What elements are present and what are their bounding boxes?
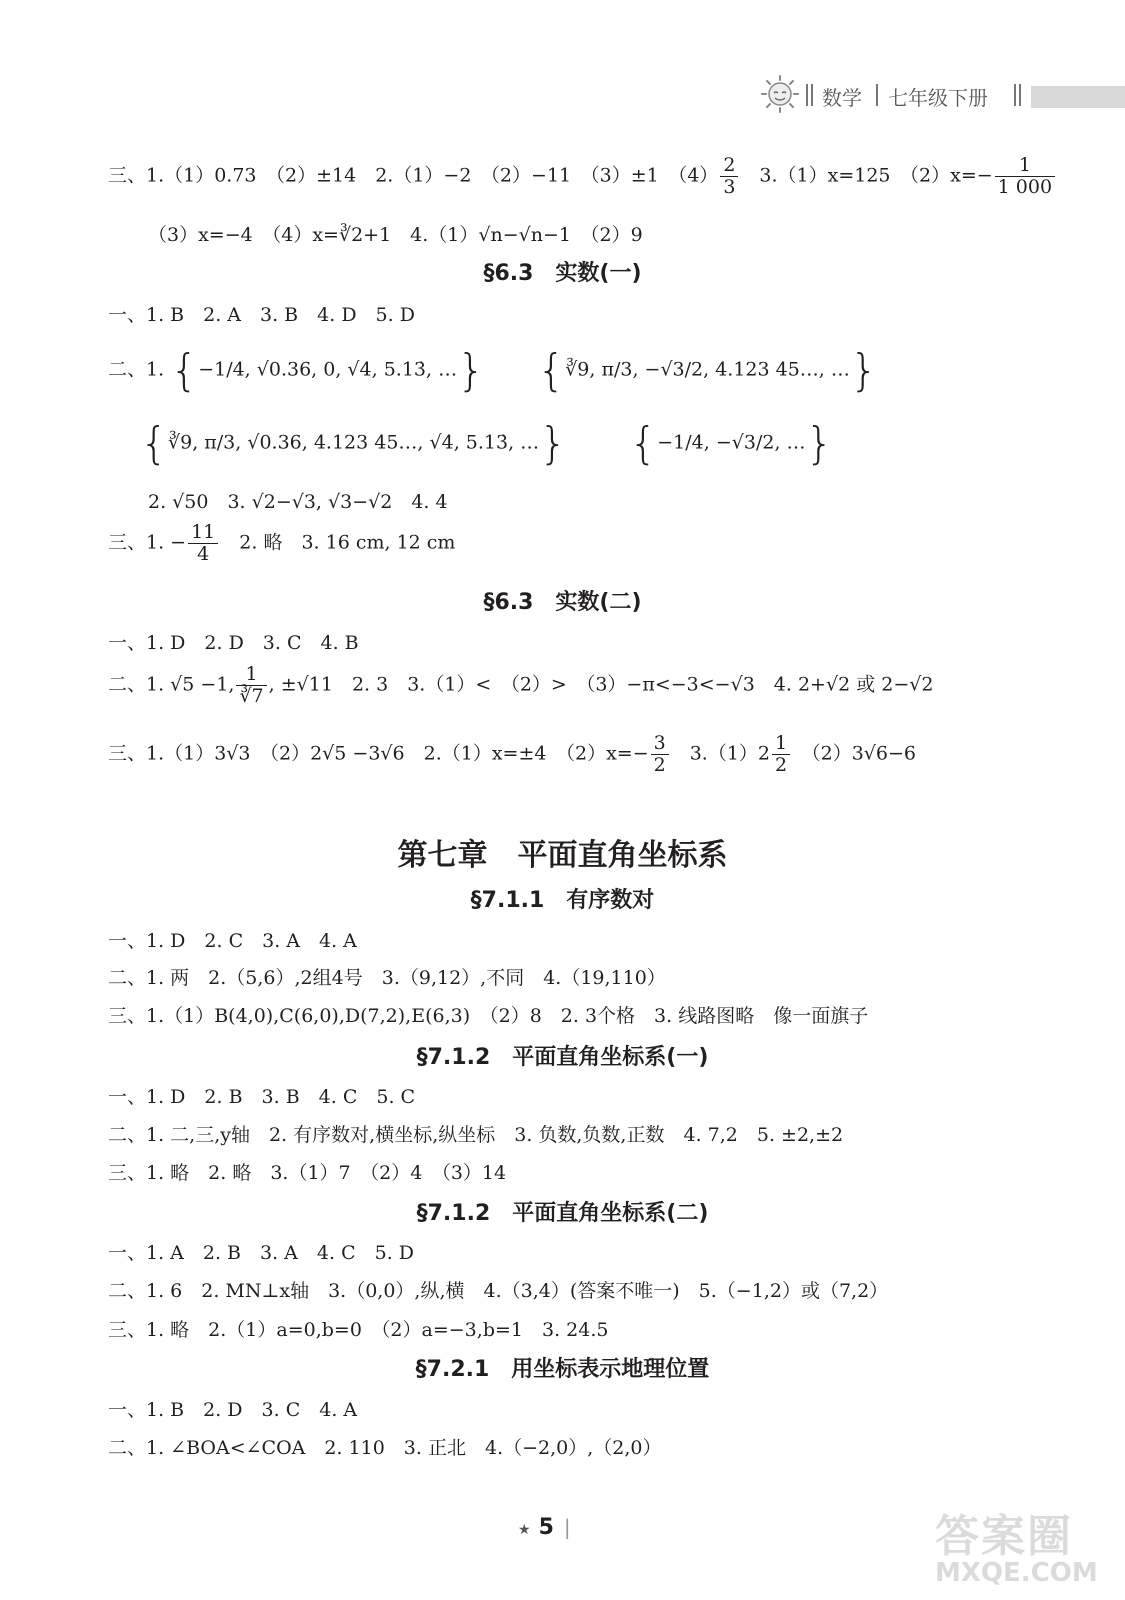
sun-mascot-icon xyxy=(760,74,800,114)
answer-line: 二、1. 6 2. MN⊥x轴 3.（0,0）,纵,横 4.（3,4）(答案不唯一) 5.（−1,2）或（7,2） xyxy=(108,1280,889,1302)
section-title: §7.2.1 用坐标表示地理位置 xyxy=(415,1357,710,1382)
answer-line: 一、1. D 2. B 3. B 4. C 5. C xyxy=(108,1086,416,1108)
answer-line: 二、1. 二,三,y轴 2. 有序数对,横坐标,纵坐标 3. 负数,负数,正数 4. 7,2 5. ±2,±2 xyxy=(108,1124,844,1146)
section-title: §6.3 实数(一) xyxy=(483,261,642,286)
answer-line: 二、1. √5 −1, $\frac{1}{∛7}$ , ±√11 2. 3 3.（1）< （2）> （3）−π<−3<−√3 4. 2+√2 或 2−√2 xyxy=(108,663,934,707)
answer-line: 三、1.（1）B(4,0),C(6,0),D(7,2),E(6,3) （2）8 2. 3个格 3. 线路图略 像一面旗子 xyxy=(108,1005,869,1027)
answer-line: 一、1. A 2. B 3. A 4. C 5. D xyxy=(108,1242,415,1264)
watermark-logo-text: 答案圈 xyxy=(935,1511,1073,1562)
number-set: ∛9, π/3, √0.36, 4.123 45…, √4, 5.13̇, … xyxy=(168,431,540,454)
answer-line: 三、1. 略 2.（1）a=0,b=0 （2）a=−3,b=1 3. 24.5 xyxy=(108,1319,609,1341)
section-title: §7.1.2 平面直角坐标系(一) xyxy=(416,1045,709,1070)
fraction: $\frac{1}{1 000}$ xyxy=(995,155,1055,198)
star-icon: ★ xyxy=(518,1522,531,1538)
answer-line: 三、1.（1）0.73 （2）±14 2.（1）−2 （2）−11 （3）±1 （4） $\frac{2}{3}$ 3.（1）x=125 （2）x=− $\frac{1}{1 000}$ xyxy=(108,155,1057,198)
fraction: $\frac{11}{4}$ xyxy=(188,522,218,565)
fraction: $\frac{3}{2}$ xyxy=(651,733,669,776)
number-set: ∛9, π/3, −√3/2, 4.123 45…, … xyxy=(565,358,850,381)
fraction: $\frac{2}{3}$ xyxy=(720,155,738,198)
number-set: −1/4, √0.36, 0, √4, 5.13̇, … xyxy=(198,358,458,381)
answer-line: 二、1. 两 2.（5,6）,2组4号 3.（9,12）,不同 4.（19,110） xyxy=(108,967,666,989)
number-set: −1/4, −√3/2, … xyxy=(657,431,806,454)
answer-line: 三、1. − $\frac{11}{4}$ 2. 略 3. 16 cm, 12 cm xyxy=(108,521,456,565)
answer-line: 2. √50 3. √2−√3, √3−√2 4. 4 xyxy=(148,491,448,513)
watermark-url: MXQE.COM xyxy=(935,1558,1098,1588)
header-divider xyxy=(811,84,813,106)
answer-line: 三、1. 略 2. 略 3.（1）7 （2）4 （3）14 xyxy=(108,1162,507,1184)
answer-line: 一、1. D 2. D 3. C 4. B xyxy=(108,632,359,654)
section-title: §6.3 实数(二) xyxy=(483,590,642,615)
answer-line: 一、1. B 2. A 3. B 4. D 5. D xyxy=(108,304,415,326)
header-divider xyxy=(1014,84,1016,106)
grade-label: 七年级下册 xyxy=(888,86,988,110)
watermark xyxy=(935,1500,1098,1588)
fraction: $\frac{1}{∛7}$ xyxy=(236,664,266,707)
section-title: §7.1.2 平面直角坐标系(二) xyxy=(416,1201,709,1226)
answer-line: （3）x=−4 （4）x=∛2+1 4.（1）√n−√n−1 （2）9 xyxy=(148,224,643,246)
header-gray-bar xyxy=(1031,86,1125,108)
answer-line: 二、1. ∠BOA<∠COA 2. 110 3. 正北 4.（−2,0）,（2,0） xyxy=(108,1437,662,1459)
fraction: $\frac{1}{2}$ xyxy=(772,733,790,776)
header-divider xyxy=(1019,84,1021,106)
subject-label: 数学 xyxy=(822,86,862,110)
answer-line: {∛9, π/3, √0.36, 4.123 45…, √4, 5.13̇, …} {−1/4, −√3/2, …} xyxy=(140,418,834,469)
chapter-title: 第七章 平面直角坐标系 xyxy=(397,838,728,873)
header-divider xyxy=(876,84,878,106)
section-title: §7.1.1 有序数对 xyxy=(470,888,655,913)
answer-line: 二、1. {−1/4, √0.36, 0, √4, 5.13̇, …} {∛9, π/3, −√3/2, 4.123 45…, …} xyxy=(108,345,878,396)
page-number: 5 xyxy=(538,1515,554,1540)
page-footer: ★ 5 | xyxy=(518,1515,571,1540)
header-divider xyxy=(806,84,808,106)
answer-line: 一、1. B 2. D 3. C 4. A xyxy=(108,1399,358,1421)
answer-line: 三、1.（1）3√3 （2）2√5 −3√6 2.（1）x=±4 （2）x=− $\frac{3}{2}$ 3.（1）2 $\frac{1}{2}$ （2）3√6−6 xyxy=(108,732,917,776)
page-header xyxy=(756,72,1125,118)
answer-line: 一、1. D 2. C 3. A 4. A xyxy=(108,930,357,952)
